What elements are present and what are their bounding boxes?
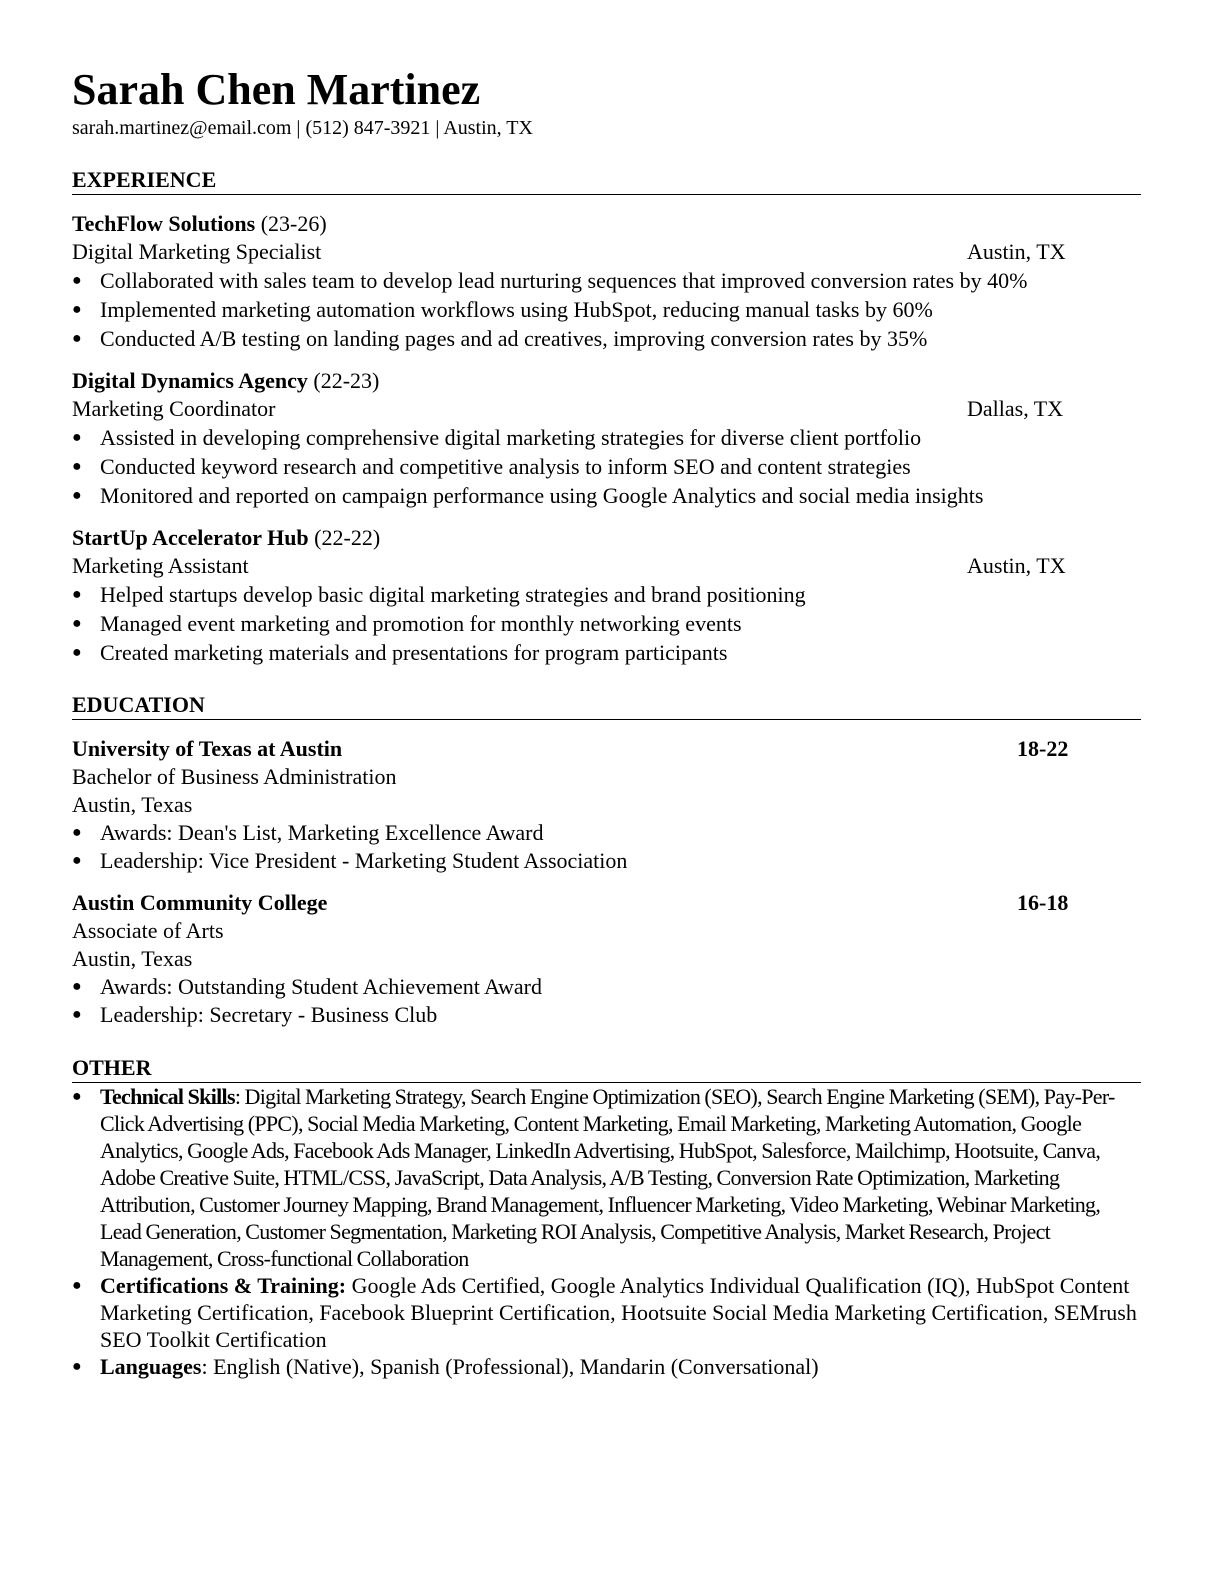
job-location: Dallas, TX [967, 396, 1064, 421]
bullet-text: Collaborated with sales team to develop lead nurturing sequences that improved conversion rates by 40% [100, 268, 1028, 293]
list-item [72, 847, 1141, 875]
list-item [72, 638, 1141, 667]
bullet-icon: ● [72, 272, 82, 289]
company-name: StartUp Accelerator Hub [72, 525, 309, 550]
bullet-text: Conducted A/B testing on landing pages and ad creatives, improving conversion rates by 35% [100, 326, 928, 351]
list-item [72, 266, 1141, 295]
bullet-text: Assisted in developing comprehensive digital marketing strategies for diverse client portfolio [100, 425, 922, 450]
bullet-text: Managed event marketing and promotion for monthly networking events [100, 611, 742, 636]
bullet-text: Helped startups develop basic digital marketing strategies and brand positioning [100, 582, 806, 607]
certifications-item [72, 1272, 1141, 1353]
company-name: Digital Dynamics Agency [72, 368, 308, 393]
school-name: University of Texas at Austin [72, 736, 343, 761]
education-entry [72, 889, 1141, 1029]
bullet-text: Created marketing materials and presentations for program participants [100, 640, 728, 665]
bullet-icon: ● [72, 586, 82, 603]
bullet-icon: ● [72, 978, 82, 995]
section-title-other: OTHER [72, 1055, 1141, 1083]
list-item [72, 819, 1141, 847]
bullet-icon: ● [72, 615, 82, 632]
bullet-text: Awards: Outstanding Student Achievement Award [100, 974, 542, 999]
resume-page [72, 62, 1141, 1380]
bullet-icon: ● [72, 1088, 81, 1105]
school-location: Austin, Texas [72, 946, 193, 971]
languages-item [72, 1353, 1141, 1380]
list-item [72, 452, 1141, 481]
experience-entry [72, 210, 1141, 353]
experience-entry [72, 367, 1141, 510]
school-location: Austin, Texas [72, 792, 193, 817]
list-item [72, 609, 1141, 638]
languages-text: : English (Native), Spanish (Professional), Mandarin (Conversational) [201, 1354, 819, 1379]
school-name: Austin Community College [72, 890, 328, 915]
section-title-education: EDUCATION [72, 692, 1141, 720]
experience-list [72, 210, 1141, 667]
bullet-icon: ● [72, 852, 82, 869]
job-title: Digital Marketing Specialist [72, 239, 322, 264]
list-item [72, 973, 1141, 1001]
company-name: TechFlow Solutions [72, 211, 256, 236]
bullet-text: Implemented marketing automation workflows using HubSpot, reducing manual tasks by 60% [100, 297, 933, 322]
other-list [72, 1083, 1141, 1380]
contact-line: sarah.martinez@email.com | (512) 847-3921 | Austin, TX [72, 117, 533, 139]
bullet-text: Awards: Dean's List, Marketing Excellence Award [100, 820, 544, 845]
bullet-icon: ● [72, 644, 82, 661]
job-location: Austin, TX [967, 553, 1066, 578]
bullet-icon: ● [72, 458, 82, 475]
skills-text: : Digital Marketing Strategy, Search Engine Optimization (SEO), Search Engine Marketing (SEM), Pay-Per-Click Advertising (PPC), Social Media Marketing, Content Marketing, Email Marketing, Marketing Automation, Google Analytics, Google Ads, Facebook Ads Manager, LinkedIn Advertising, HubSpot, Salesforce, Mailchimp, Hootsuite, Canva, Adobe Creative Suite, HTML/CSS, JavaScript, Data Analysis, A/B Testing, Conversion Rate Optimization, Marketing Attribution, Customer Journey Mapping, Brand Management, Influencer Marketing, Video Marketing, Webinar Marketing, Lead Generation, Customer Segmentation, Marketing ROI Analysis, Competitive Analysis, Market Research, Project Management, Cross-functional Collaboration [100, 1084, 1115, 1271]
list-item [72, 580, 1141, 609]
bullet-icon: ● [72, 301, 82, 318]
bullet-text: Leadership: Secretary - Business Club [100, 1002, 438, 1027]
technical-skills-item [72, 1083, 1141, 1272]
education-years: 16-18 [1017, 890, 1069, 915]
bullet-icon: ● [72, 487, 82, 504]
candidate-name: Sarah Chen Martinez [72, 65, 481, 114]
degree: Bachelor of Business Administration [72, 764, 397, 789]
education-list [72, 735, 1141, 1029]
list-item [72, 295, 1141, 324]
bullet-icon: ● [72, 824, 82, 841]
job-title: Marketing Coordinator [72, 396, 276, 421]
bullet-icon: ● [72, 330, 82, 347]
education-entry [72, 735, 1141, 875]
bullet-icon: ● [72, 1277, 82, 1294]
bullet-text: Monitored and reported on campaign performance using Google Analytics and social media insights [100, 483, 984, 508]
employment-years: (23-26) [260, 211, 327, 236]
bullet-text: Leadership: Vice President - Marketing Student Association [100, 848, 628, 873]
languages-label: Languages [100, 1354, 202, 1379]
certifications-label: Certifications & Training: [100, 1273, 347, 1298]
education-years: 18-22 [1017, 736, 1069, 761]
job-title: Marketing Assistant [72, 553, 249, 578]
bullet-icon: ● [72, 1358, 82, 1375]
section-title-experience: EXPERIENCE [72, 167, 1141, 195]
list-item [72, 324, 1141, 353]
employment-years: (22-22) [314, 525, 381, 550]
bullet-icon: ● [72, 429, 82, 446]
list-item [72, 481, 1141, 510]
bullet-text: Conducted keyword research and competitive analysis to inform SEO and content strategies [100, 454, 911, 479]
list-item [72, 423, 1141, 452]
bullet-icon: ● [72, 1006, 82, 1023]
experience-entry [72, 524, 1141, 667]
certifications-text: Google Ads Certified, Google Analytics Individual Qualification (IQ), HubSpot Content Marketing Certification, Facebook Blueprint Certification, Hootsuite Social Media Marketing Certification, SEMrush SEO Toolkit Certification [100, 1273, 1137, 1352]
job-location: Austin, TX [967, 239, 1066, 264]
list-item [72, 1001, 1141, 1029]
employment-years: (22-23) [313, 368, 380, 393]
degree: Associate of Arts [72, 918, 224, 943]
skills-label: Technical Skills [100, 1084, 235, 1109]
